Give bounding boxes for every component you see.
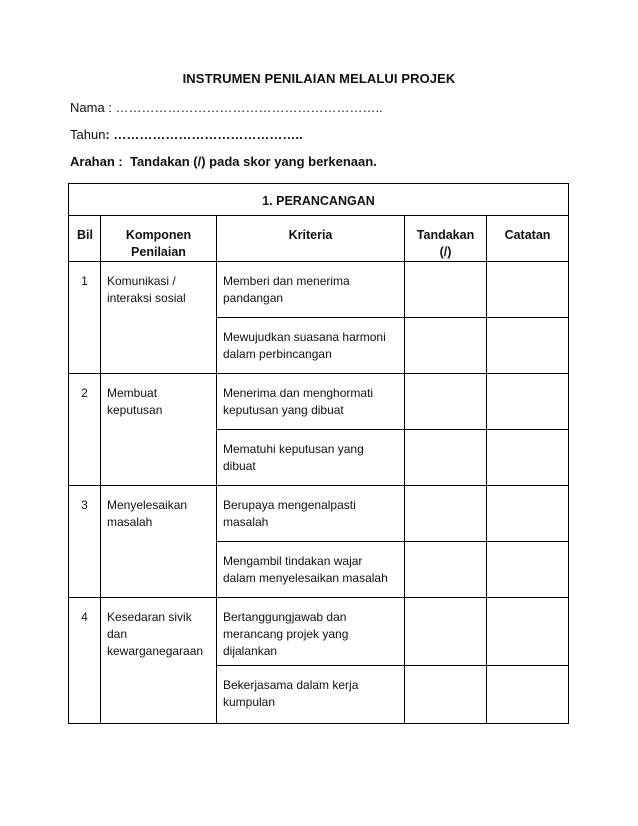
bil-cell: 3 (69, 486, 101, 598)
tandakan-cell[interactable] (405, 542, 487, 598)
arahan-label: Arahan : (70, 154, 123, 169)
tandakan-cell[interactable] (405, 486, 487, 542)
tandakan-cell[interactable] (405, 430, 487, 486)
header-kriteria: Kriteria (217, 216, 405, 262)
tandakan-cell[interactable] (405, 598, 487, 666)
kriteria-cell: Menerima dan menghormati keputusan yang dibuat (217, 374, 405, 430)
document-title: INSTRUMEN PENILAIAN MELALUI PROJEK (182, 71, 456, 86)
kriteria-cell: Bekerjasama dalam kerja kumpulan (217, 666, 405, 724)
section-title: 1. PERANCANGAN (69, 184, 569, 216)
catatan-cell[interactable] (487, 598, 569, 666)
tahun-dots: : …………………………………….. (105, 127, 303, 142)
bil-cell: 2 (69, 374, 101, 486)
tandakan-cell[interactable] (405, 318, 487, 374)
komponen-cell: Komunikasi / interaksi sosial (101, 262, 217, 374)
komponen-cell: Membuat keputusan (101, 374, 217, 486)
tahun-field (70, 127, 303, 142)
header-tandakan: Tandakan (/) (405, 216, 487, 262)
header-komponen: Komponen Penilaian (101, 216, 217, 262)
header-catatan: Catatan (487, 216, 569, 262)
catatan-cell[interactable] (487, 542, 569, 598)
catatan-cell[interactable] (487, 374, 569, 430)
tahun-label: Tahun (70, 127, 106, 142)
komponen-cell: Menyelesaikan masalah (101, 486, 217, 598)
komponen-cell: Kesedaran sivik dan kewarganegaraan (101, 598, 217, 724)
tandakan-cell[interactable] (405, 262, 487, 318)
nama-field: Nama : …………………………………………………….. (70, 100, 383, 115)
catatan-cell[interactable] (487, 666, 569, 724)
catatan-cell[interactable] (487, 486, 569, 542)
tandakan-cell[interactable] (405, 666, 487, 724)
catatan-cell[interactable] (487, 430, 569, 486)
kriteria-cell: Mewujudkan suasana harmoni dalam perbincangan (217, 318, 405, 374)
kriteria-cell: Mematuhi keputusan yang dibuat (217, 430, 405, 486)
header-bil: Bil (69, 216, 101, 262)
bil-cell: 4 (69, 598, 101, 724)
table-row (69, 486, 569, 542)
catatan-cell[interactable] (487, 262, 569, 318)
kriteria-cell: Mengambil tindakan wajar dalam menyelesaikan masalah (217, 542, 405, 598)
bil-cell: 1 (69, 262, 101, 374)
catatan-cell[interactable] (487, 318, 569, 374)
table-row (69, 374, 569, 430)
arahan-instruction (70, 154, 377, 169)
table-row (69, 262, 569, 318)
kriteria-cell: Memberi dan menerima pandangan (217, 262, 405, 318)
tandakan-cell[interactable] (405, 374, 487, 430)
kriteria-cell: Berupaya mengenalpasti masalah (217, 486, 405, 542)
arahan-text: Tandakan (/) pada skor yang berkenaan. (129, 154, 377, 169)
assessment-table (68, 183, 569, 724)
kriteria-cell: Bertanggungjawab dan merancang projek yang dijalankan (217, 598, 405, 666)
table-row (69, 598, 569, 666)
